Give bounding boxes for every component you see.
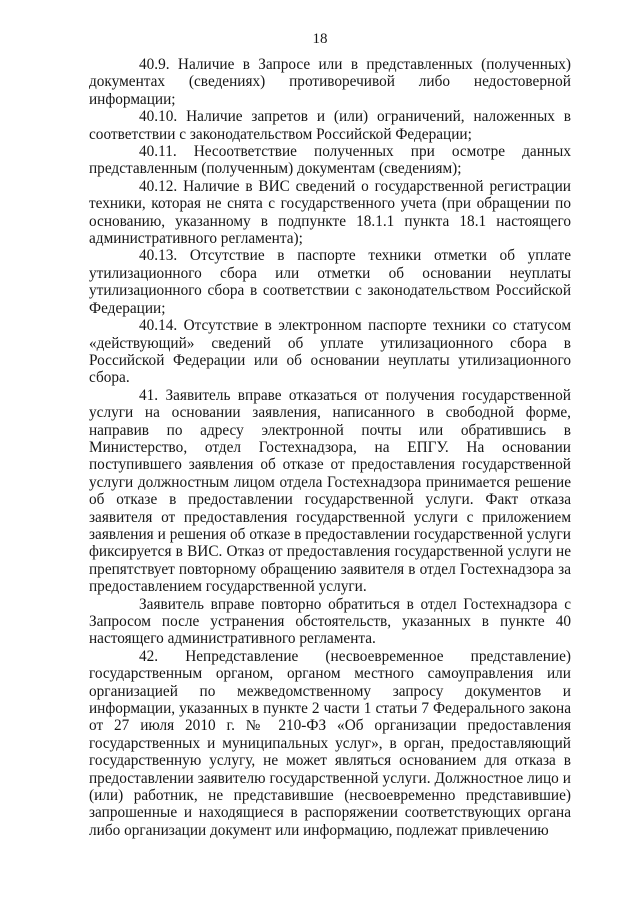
page-number: 18: [312, 31, 328, 47]
paragraph-41-repeat-request: Заявитель вправе повторно обратиться в отдел Гостехнадзора с Запросом после устранения обстоятельств, указанных в пункте 40 настоящего административного регламента.: [89, 595, 571, 648]
paragraph-40-10: 40.10. Наличие запретов и (или) ограничений, наложенных в соответствии с законодательством Российской Федерации;: [89, 108, 571, 143]
paragraph-40-13: 40.13. Отсутствие в паспорте техники отметки об уплате утилизационного сбора или отметки об основании неуплаты утилизационного сбора в соответствии с законодательством Российской Федерации;: [89, 247, 571, 317]
paragraph-42: 42. Непредставление (несвоевременное представление) государственным органом, органом местного самоуправления или организацией по межведомственному запросу документов и информации, указанных в пункте 2 части 1 статьи 7 Федерального закона от 27 июля 2010 г. № 210-ФЗ «Об организации предоставления государственных и муниципальных услуг», в орган, предоставляющий государственную услугу, не может являться основанием для отказа в предоставлении заявителю государственной услуги. Должностное лицо и (или) работник, не представившие (несвоевременно представившие) запрошенные и находящиеся в распоряжении соответствующих органа либо организации документ или информацию, подлежат привлечению: [89, 647, 571, 839]
paragraph-40-11: 40.11. Несоответствие полученных при осмотре данных представленным (полученным) документам (сведениям);: [89, 143, 571, 178]
paragraph-40-14: 40.14. Отсутствие в электронном паспорте техники со статусом «действующий» сведений об уплате утилизационного сбора в Российской Федерации или об основании неуплаты утилизационного сбора.: [89, 317, 571, 387]
paragraph-41: 41. Заявитель вправе отказаться от получения государственной услуги на основании заявления, написанного в свободной форме, направив по адресу электронной почты или обратившись в Министерство, отдел Гостехнадзора, на ЕПГУ. На основании поступившего заявления об отказе от предоставления государственной услуги должностным лицом отдела Гостехнадзора принимается решение об отказе в предоставлении государственной услуги. Факт отказа заявителя от предоставления государственной услуги с приложением заявления и решения об отказе в предоставлении государственной услуги фиксируется в ВИС. Отказ от предоставления государственной услуги не препятствует повторному обращению заявителя в отдел Гостехнадзора за предоставлением государственной услуги.: [89, 386, 571, 596]
paragraph-40-12: 40.12. Наличие в ВИС сведений о государственной регистрации техники, которая не снята с государственного учета (при обращении по основанию, указанному в подпункте 18.1.1 пункта 18.1 настоящего административного регламента);: [89, 177, 571, 248]
document-body: [89, 56, 571, 839]
paragraph-40-9: 40.9. Наличие в Запросе или в представленных (полученных) документах (сведениях) противоречивой либо недостоверной информации;: [89, 56, 571, 108]
